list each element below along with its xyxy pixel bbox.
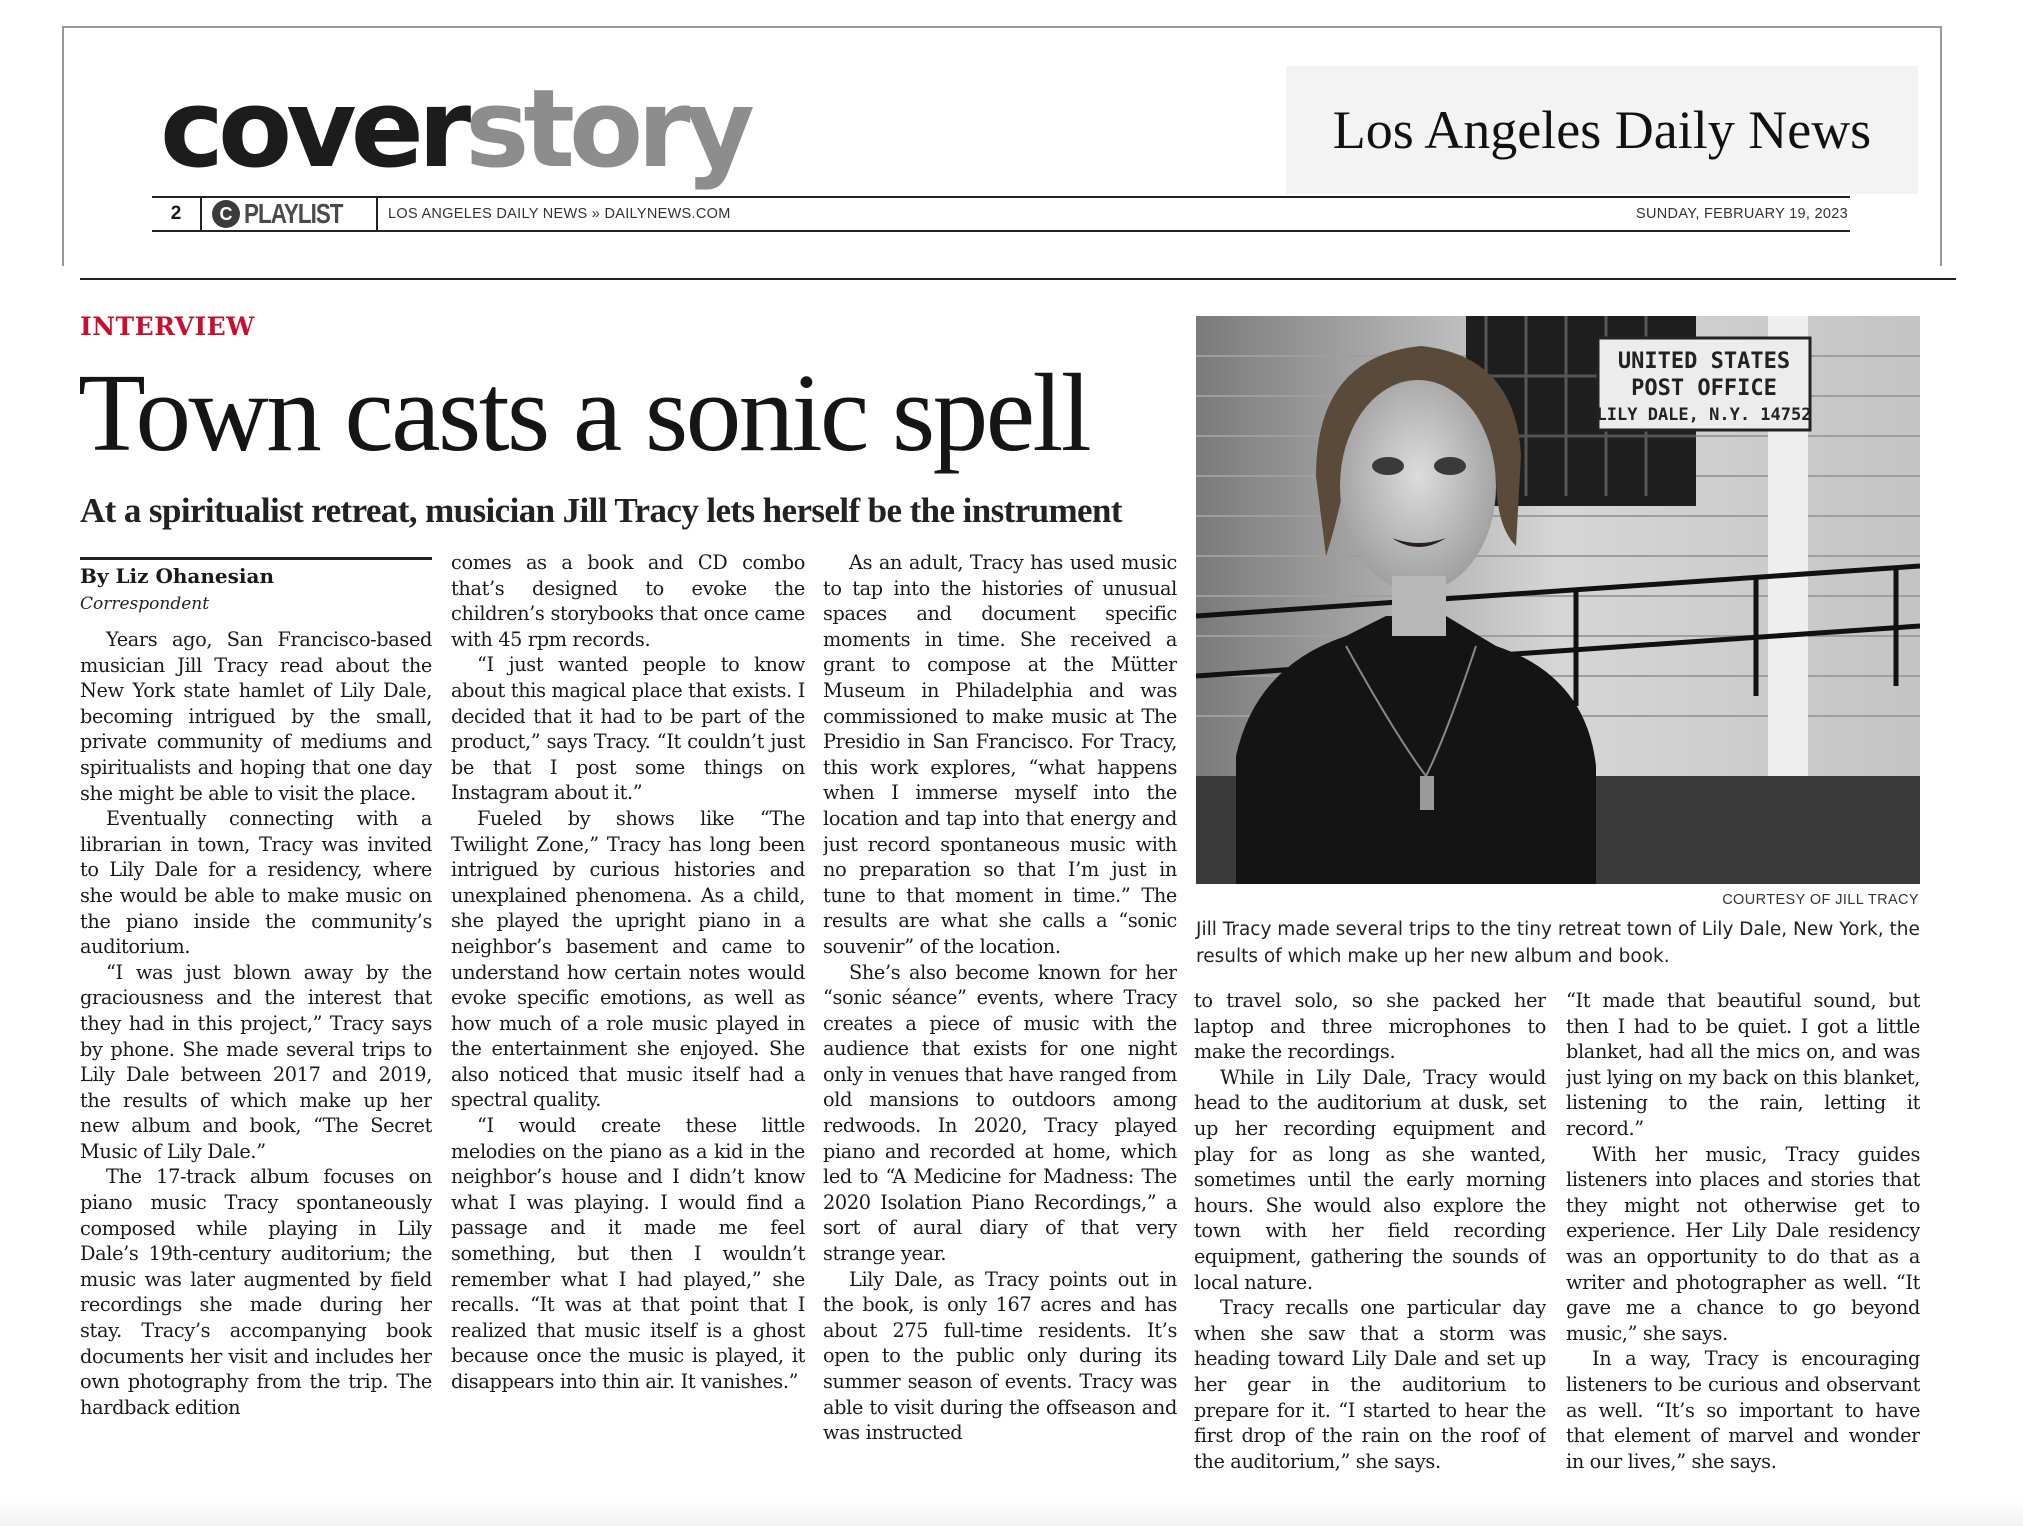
masthead — [62, 26, 1942, 266]
paragraph: Fueled by shows like “The Twilight Zone,” Tracy has long been intrigued by curious histories and unexplained phenomena. As a child, she played the upright piano in a neighbor’s basement and came to understand how certain notes would evoke specific emotions, as well as how much of a role music played in the entertainment she enjoyed. She also noticed that music itself had a spectral quality. — [451, 806, 805, 1112]
paragraph: Lily Dale, as Tracy points out in the book, is only 167 acres and has about 275 full-time residents. It’s open to the public only during its summer season of events. Tracy was able to visit during the offseason and was instructed — [823, 1267, 1177, 1445]
folio-site: LOS ANGELES DAILY NEWS » DAILYNEWS.COM — [388, 206, 731, 222]
paragraph: As an adult, Tracy has used music to tap into the histories of unusual spaces and document specific moments in time. She received a grant to compose at the Mütter Museum in Philadelphia and was commissioned to make music at The Presidio in San Francisco. For Tracy, this work explores, “what happens when I immerse myself into the location and tap into that energy and just record spontaneous music with no preparation so that I’m just in tune to that moment in time.” The results are what she calls a “sonic souvenir” of the location. — [823, 551, 1177, 958]
paragraph: Years ago, San Francisco-based musician Jill Tracy read about the New York state hamlet of Lily Dale, becoming intrigued by the small, private community of mediums and spiritualists and hoping that one day she might be able to visit the place. — [80, 628, 432, 805]
article-photo — [1196, 316, 1920, 884]
folio-bar — [152, 196, 1850, 232]
photo-caption: Jill Tracy made several trips to the tiny retreat town of Lily Dale, New York, the results of which make up her new album and book. — [1196, 919, 1920, 967]
playlist-label: PLAYLIST — [244, 198, 343, 229]
paragraph-continued: “It made that beautiful sound, but then I had to be quiet. I got a little blanket, had all the mics on, and was just lying on my back on this blanket, listening to the rain, letting it record.” — [1566, 989, 1920, 1140]
paragraph-continued: comes as a book and CD combo that’s designed to evoke the children’s storybooks that once came with 45 rpm records. — [451, 551, 805, 651]
playlist-section-label — [202, 198, 378, 230]
paragraph: “I was just blown away by the graciousness and the interest that they had in this project,” Tracy says by phone. She made several trips to Lily Dale between 2017 and 2019, the results of which make up her new album and book, “The Secret Music of Lily Dale.” — [80, 960, 432, 1163]
sign-line-2: POST OFFICE — [1631, 376, 1777, 401]
article-column-4 — [1194, 988, 1546, 1478]
paragraph: In a way, Tracy is encouraging listeners to be curious and observant as well. “It’s so important to have that element of marvel and wonder in our lives,” she says. — [1566, 1347, 1920, 1473]
paragraph: “I would create these little melodies on the piano as a kid in the neighbor’s house and I didn’t know what I was playing. I would find a passage and it made me feel something, but then I wouldn’t remember what I had played,” she recalls. “It was at that point that I realized that music itself is a ghost because once the music is played, it disappears into thin air. It vanishes.” — [451, 1114, 805, 1393]
paragraph: Tracy recalls one particular day when she saw that a storm was heading toward Lily Dale and set up her gear in the auditorium to prepare for it. “I started to hear the first drop of the rain on the roof of the auditorium,” she says. — [1194, 1296, 1546, 1473]
paragraph-continued: to travel solo, so she packed her laptop and three microphones to make the recordings. — [1194, 989, 1546, 1064]
byline-rule — [80, 557, 432, 560]
masthead-divider — [80, 278, 1956, 280]
paragraph: The 17-track album focuses on piano music Tracy spontaneously composed while playing in Lily Dale’s 19th-century auditorium; the music was later augmented by field recordings she made during her stay. Tracy’s accompanying book documents her visit and includes her own photography from the trip. The hardback edition — [80, 1165, 432, 1419]
coverstory-logo — [160, 67, 749, 192]
photo-illustration — [1196, 316, 1920, 884]
photo-credit: COURTESY OF JILL TRACY — [1722, 892, 1919, 908]
article-headline: Town casts a sonic spell — [78, 352, 1090, 475]
article-column-5 — [1566, 988, 1920, 1478]
article-column-1 — [80, 627, 432, 1477]
post-office-sign — [1597, 338, 1812, 430]
paragraph: Eventually connecting with a librarian in town, Tracy was invited to Lily Dale for a residency, where she would be able to make music on the piano inside the community’s auditorium. — [80, 807, 432, 959]
article-kicker: INTERVIEW — [80, 312, 255, 341]
logo-story-text: story — [465, 67, 749, 192]
playlist-c-icon: C — [212, 200, 240, 228]
paragraph: She’s also become known for her “sonic séance” events, where Tracy creates a piece of music with the audience that exists for one night only in venues that have ranged from old mansions to outdoors among redwoods. In 2020, Tracy played piano and recorded at home, which led to “A Medicine for Madness: The 2020 Isolation Piano Recordings,” a sort of aural diary of that very strange year. — [823, 960, 1177, 1266]
sign-line-1: UNITED STATES — [1617, 349, 1791, 374]
newspaper-nameplate — [1286, 66, 1918, 194]
paragraph: “I just wanted people to know about this magical place that exists. I decided that it had to be part of the product,” says Tracy. “It couldn’t just be that I post some things on Instagram about it.” — [451, 653, 805, 805]
newspaper-name: Los Angeles Daily News — [1332, 100, 1872, 160]
paragraph: While in Lily Dale, Tracy would head to the auditorium at dusk, set up her recording equipment and play for as long as she wanted, sometimes until the early morning hours. She would also explore the town with her field recording equipment, gathering the sounds of local nature. — [1194, 1065, 1546, 1294]
page-number: 2 — [152, 198, 202, 230]
sign-line-3: LILY DALE, N.Y. 14752 — [1596, 405, 1812, 425]
article-column-3 — [823, 550, 1177, 1478]
folio-date: SUNDAY, FEBRUARY 19, 2023 — [1636, 206, 1848, 222]
byline-role: Correspondent — [80, 594, 210, 614]
paragraph: With her music, Tracy guides listeners into places and stories that they might not otherwise get to experience. Her Lily Dale residency was an opportunity to do that as a writer and photographer as well. “It gave me a chance to go beyond music,” she says. — [1566, 1142, 1920, 1345]
article-column-2 — [451, 550, 805, 1478]
logo-cover-text: cover — [160, 67, 466, 192]
page-edge-shadow — [0, 1500, 2023, 1526]
article-deck: At a spiritualist retreat, musician Jill Tracy lets herself be the instrument — [80, 491, 1122, 530]
byline: By Liz Ohanesian — [80, 564, 275, 588]
